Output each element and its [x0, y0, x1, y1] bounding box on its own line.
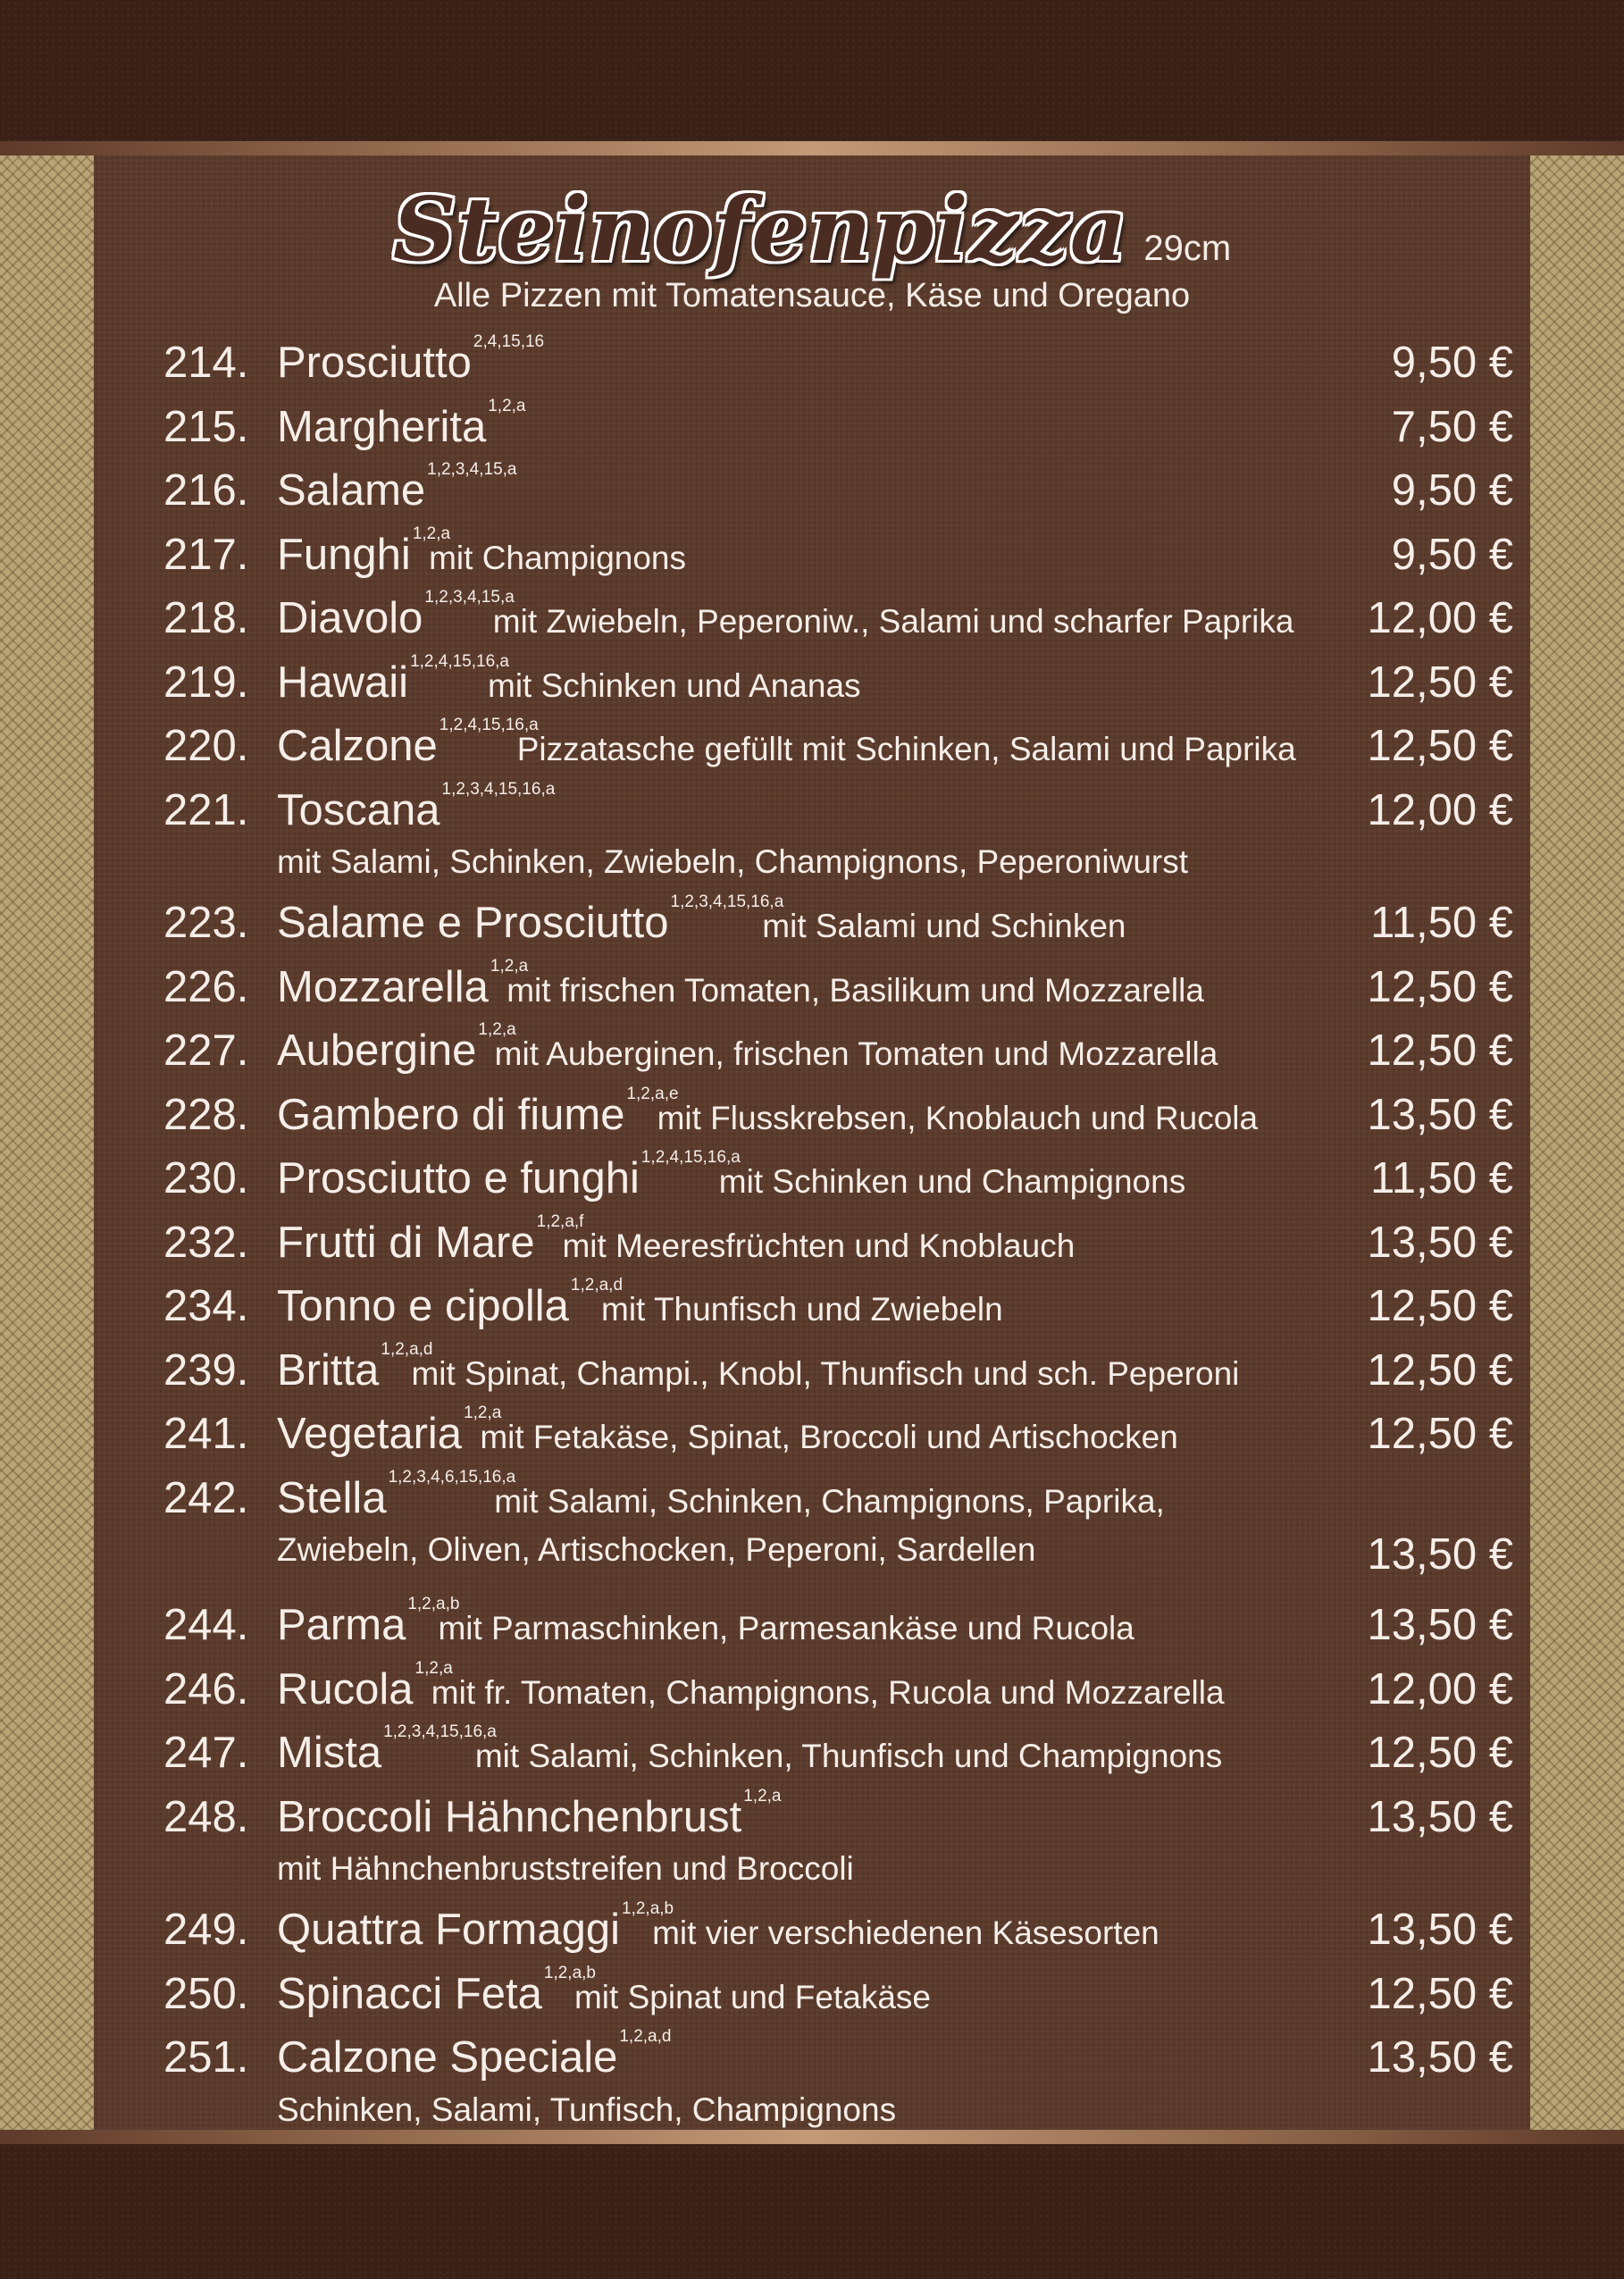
item-name: Mista — [277, 1729, 382, 1777]
item-name: Aubergine — [277, 1026, 477, 1075]
item-allergen-codes: 1,2,a — [478, 1020, 516, 1039]
menu-item — [0, 1722, 1624, 1784]
item-name: Broccoli Hähnchenbrust — [277, 1792, 742, 1841]
item-name: Calzone Speciale — [277, 2033, 618, 2082]
item-allergen-codes: 1,2,4,15,16,a — [640, 1148, 741, 1167]
item-description: mit Schinken und Champignons — [718, 1163, 1186, 1200]
item-name: Funghi — [277, 530, 411, 579]
item-description: mit fr. Tomaten, Champignons, Rucola und Mozzarella — [431, 1673, 1225, 1711]
item-name-row — [277, 1019, 1218, 1093]
item-number: 228. — [163, 1090, 249, 1139]
item-description: Pizzatasche gefüllt mit Schinken, Salami und Paprika — [516, 731, 1296, 767]
item-description: mit Meeresfrüchten und Knoblauch — [562, 1227, 1076, 1264]
item-description: mit Parmaschinken, Parmesankäse und Rucola — [438, 1610, 1134, 1646]
menu-item — [0, 1147, 1624, 1210]
item-description: mit frischen Tomaten, Basilikum und Mozzarella — [506, 971, 1204, 1009]
item-price: 11,50 € — [1370, 1154, 1513, 1202]
item-name-row — [277, 715, 1296, 788]
menu-item — [0, 1403, 1624, 1465]
menu-item — [0, 587, 1624, 649]
item-name: Mozzarella — [277, 962, 489, 1011]
item-number: 218. — [163, 594, 249, 642]
menu-item-continuation — [0, 1842, 1624, 1905]
item-price: 12,00 € — [1367, 1664, 1513, 1713]
item-number: 221. — [163, 785, 249, 834]
item-name-row — [277, 396, 529, 469]
item-name-row — [277, 1147, 1185, 1220]
item-name: Toscana — [277, 785, 440, 834]
menu-item-continuation — [0, 2083, 1624, 2146]
item-number: 247. — [163, 1729, 249, 1777]
item-name-row — [277, 1963, 931, 2036]
item-name: Vegetaria — [277, 1410, 463, 1458]
item-price: 13,50 € — [1367, 1792, 1513, 1841]
item-price: 13,50 € — [1367, 1090, 1513, 1139]
menu-item — [0, 1963, 1624, 2025]
item-description-line: mit Hähnchenbruststreifen und Broccoli — [277, 1850, 854, 1887]
item-name: Spinacci Feta — [277, 1969, 542, 2018]
item-price: 12,50 € — [1367, 1410, 1513, 1458]
item-description: mit Salami, Schinken, Thunfisch und Champignons — [474, 1738, 1223, 1774]
item-allergen-codes: 1,2,3,4,15,16,a — [670, 892, 784, 911]
item-number: 248. — [163, 1792, 249, 1841]
item-description: mit Salami, Schinken, Champignons, Paprika, — [494, 1482, 1165, 1520]
item-number: 232. — [163, 1218, 249, 1267]
menu-item — [0, 1019, 1624, 1082]
item-price: 12,50 € — [1367, 658, 1513, 707]
item-allergen-codes: 1,2,a,b — [407, 1595, 460, 1613]
item-name-row — [277, 892, 1126, 965]
item-name-row — [277, 1658, 1225, 1731]
item-description-line: Zwiebeln, Oliven, Artischocken, Peperoni, Sardellen — [277, 1531, 1036, 1568]
item-number: 249. — [163, 1906, 249, 1954]
item-name-row — [277, 1211, 1075, 1285]
item-number: 216. — [163, 466, 249, 515]
item-name: Gambero di fiume — [277, 1090, 625, 1139]
item-name-row — [277, 524, 686, 597]
item-description: mit Spinat und Fetakäse — [573, 1978, 931, 2015]
item-name: Prosciutto e funghi — [277, 1154, 640, 1202]
item-number: 219. — [163, 658, 249, 707]
menu-item — [0, 1898, 1624, 1961]
item-name-row — [277, 331, 548, 405]
item-price: 13,50 € — [1367, 2033, 1513, 2082]
item-number: 241. — [163, 1410, 249, 1458]
item-price: 12,50 € — [1367, 1345, 1513, 1395]
menu-item — [0, 1467, 1624, 1529]
menu-item — [0, 331, 1624, 394]
menu-item — [0, 2026, 1624, 2089]
item-allergen-codes: 1,2,4,15,16,a — [410, 651, 509, 671]
menu-item — [0, 524, 1624, 586]
item-number: 215. — [163, 402, 249, 451]
item-number: 242. — [163, 1473, 249, 1522]
menu-item — [0, 779, 1624, 842]
item-price: 7,50 € — [1391, 402, 1513, 451]
item-name: Rucola — [277, 1664, 414, 1713]
item-allergen-codes: 1,2,a — [490, 956, 529, 976]
item-price: 12,50 € — [1367, 1969, 1513, 2018]
item-allergen-codes: 1,2,3,4,15,a — [424, 588, 515, 607]
item-name-row — [277, 587, 1293, 660]
item-allergen-codes: 1,2,a,d — [619, 2027, 672, 2046]
item-price: 13,50 € — [1367, 1601, 1513, 1649]
item-price: 9,50 € — [1391, 466, 1513, 515]
item-allergen-codes: 1,2,a,d — [570, 1276, 624, 1295]
item-description: mit Flusskrebsen, Knoblauch und Rucola — [657, 1099, 1259, 1136]
item-name-row — [277, 1898, 1159, 1972]
item-price: 12,50 € — [1367, 1282, 1513, 1330]
menu-item — [0, 956, 1624, 1018]
item-name: Quattra Formaggi — [277, 1906, 620, 1954]
item-name-row — [277, 1275, 1003, 1348]
item-number: 214. — [163, 339, 249, 387]
item-name: Britta — [277, 1345, 380, 1395]
item-name: Calzone — [277, 722, 438, 770]
menu-item-continuation — [0, 1523, 1624, 1586]
item-number: 217. — [163, 530, 249, 579]
item-number: 250. — [163, 1969, 249, 2018]
item-name: Frutti di Mare — [277, 1218, 535, 1267]
item-description: mit Thunfisch und Zwiebeln — [601, 1291, 1003, 1328]
item-name: Parma — [277, 1601, 406, 1649]
item-name-row — [277, 1403, 1178, 1476]
item-number: 230. — [163, 1154, 249, 1202]
item-allergen-codes: 1,2,a,b — [622, 1899, 674, 1918]
item-allergen-codes: 1,2,a,d — [381, 1339, 433, 1359]
item-name-row — [277, 651, 861, 725]
item-allergen-codes: 1,2,a — [412, 524, 451, 543]
item-price: 13,50 € — [1367, 1906, 1513, 1954]
item-description: mit vier verschiedenen Käsesorten — [652, 1915, 1159, 1951]
menu-item — [0, 892, 1624, 954]
item-description: mit Auberginen, frischen Tomaten und Mozzarella — [494, 1035, 1218, 1072]
item-description: mit Spinat, Champi., Knobl, Thunfisch und sch. Peperoni — [411, 1354, 1240, 1392]
item-price: 12,00 € — [1367, 594, 1513, 642]
item-allergen-codes: 1,2,3,4,6,15,16,a — [388, 1467, 516, 1487]
item-price: 13,50 € — [1367, 1218, 1513, 1267]
item-number: 246. — [163, 1664, 249, 1713]
item-name-row — [277, 1722, 1222, 1795]
item-number: 244. — [163, 1601, 249, 1649]
item-allergen-codes: 1,2,3,4,15,a — [427, 460, 517, 479]
item-allergen-codes: 1,2,4,15,16,a — [439, 716, 539, 734]
item-description: mit Schinken und Ananas — [488, 666, 861, 704]
item-name: Hawaii — [277, 658, 409, 707]
item-price: 12,50 € — [1367, 962, 1513, 1011]
item-allergen-codes: 1,2,3,4,15,16,a — [441, 779, 556, 799]
item-price: 12,50 € — [1367, 722, 1513, 770]
item-name-row — [277, 1594, 1134, 1667]
item-name-row — [277, 1084, 1258, 1157]
menu-item — [0, 1786, 1624, 1848]
item-description-line: Schinken, Salami, Tunfisch, Champignons — [277, 2090, 897, 2128]
item-description: mit Zwiebeln, Peperoniw., Salami und scharfer Paprika — [492, 603, 1294, 640]
item-allergen-codes: 1,2,a,b — [543, 1963, 596, 1982]
item-allergen-codes: 1,2,a,e — [626, 1084, 679, 1103]
pizza-size: 29cm — [1143, 229, 1232, 268]
menu-item — [0, 1211, 1624, 1274]
item-number: 251. — [163, 2033, 249, 2082]
item-name-row — [277, 956, 1204, 1029]
item-name: Prosciutto — [277, 339, 472, 387]
menu-title: Steinofenpizza — [392, 179, 1128, 281]
item-number: 239. — [163, 1345, 249, 1395]
item-name: Salame — [277, 466, 426, 515]
item-number: 226. — [163, 962, 249, 1011]
item-allergen-codes: 1,2,a — [414, 1658, 453, 1678]
menu-item — [0, 1339, 1624, 1402]
menu-item — [0, 1658, 1624, 1721]
item-description: mit Champignons — [429, 539, 686, 576]
item-number: 223. — [163, 899, 249, 947]
menu-item — [0, 459, 1624, 522]
item-description: mit Fetakäse, Spinat, Broccoli und Artischocken — [480, 1419, 1178, 1455]
menu-item — [0, 1084, 1624, 1146]
item-name-row — [277, 1339, 1239, 1412]
item-number: 227. — [163, 1026, 249, 1075]
item-description: mit Salami und Schinken — [762, 908, 1126, 944]
menu-subtitle: Alle Pizzen mit Tomatensauce, Käse und Oregano — [433, 277, 1191, 314]
menu-item — [0, 396, 1624, 458]
item-allergen-codes: 1,2,a — [464, 1403, 502, 1422]
item-allergen-codes: 2,4,15,16 — [473, 332, 545, 351]
item-allergen-codes: 1,2,a — [488, 396, 526, 415]
item-price: 11,50 € — [1370, 899, 1513, 947]
item-price: 12,50 € — [1367, 1729, 1513, 1777]
item-number: 220. — [163, 722, 249, 770]
item-name: Stella — [277, 1473, 387, 1522]
menu-item — [0, 1275, 1624, 1337]
item-allergen-codes: 1,2,a,f — [536, 1211, 584, 1231]
item-name: Salame e Prosciutto — [277, 899, 669, 947]
menu-item-continuation — [0, 835, 1624, 898]
menu-item — [0, 1594, 1624, 1656]
item-price: 9,50 € — [1391, 530, 1513, 579]
item-price: 13,50 € — [1367, 1530, 1513, 1579]
item-number: 234. — [163, 1282, 249, 1330]
item-name-row — [277, 459, 521, 532]
item-price: 9,50 € — [1391, 339, 1513, 387]
item-price: 12,50 € — [1367, 1026, 1513, 1075]
item-price: 12,00 € — [1367, 785, 1513, 834]
item-name: Margherita — [277, 402, 487, 451]
item-description-line: mit Salami, Schinken, Zwiebeln, Champignons, Peperoniwurst — [277, 843, 1189, 880]
item-name: Tonno e cipolla — [277, 1282, 569, 1330]
item-name: Diavolo — [277, 594, 423, 642]
menu-item — [0, 651, 1624, 714]
item-allergen-codes: 1,2,3,4,15,16,a — [383, 1722, 497, 1741]
menu-item — [0, 715, 1624, 777]
item-allergen-codes: 1,2,a — [743, 1786, 782, 1806]
